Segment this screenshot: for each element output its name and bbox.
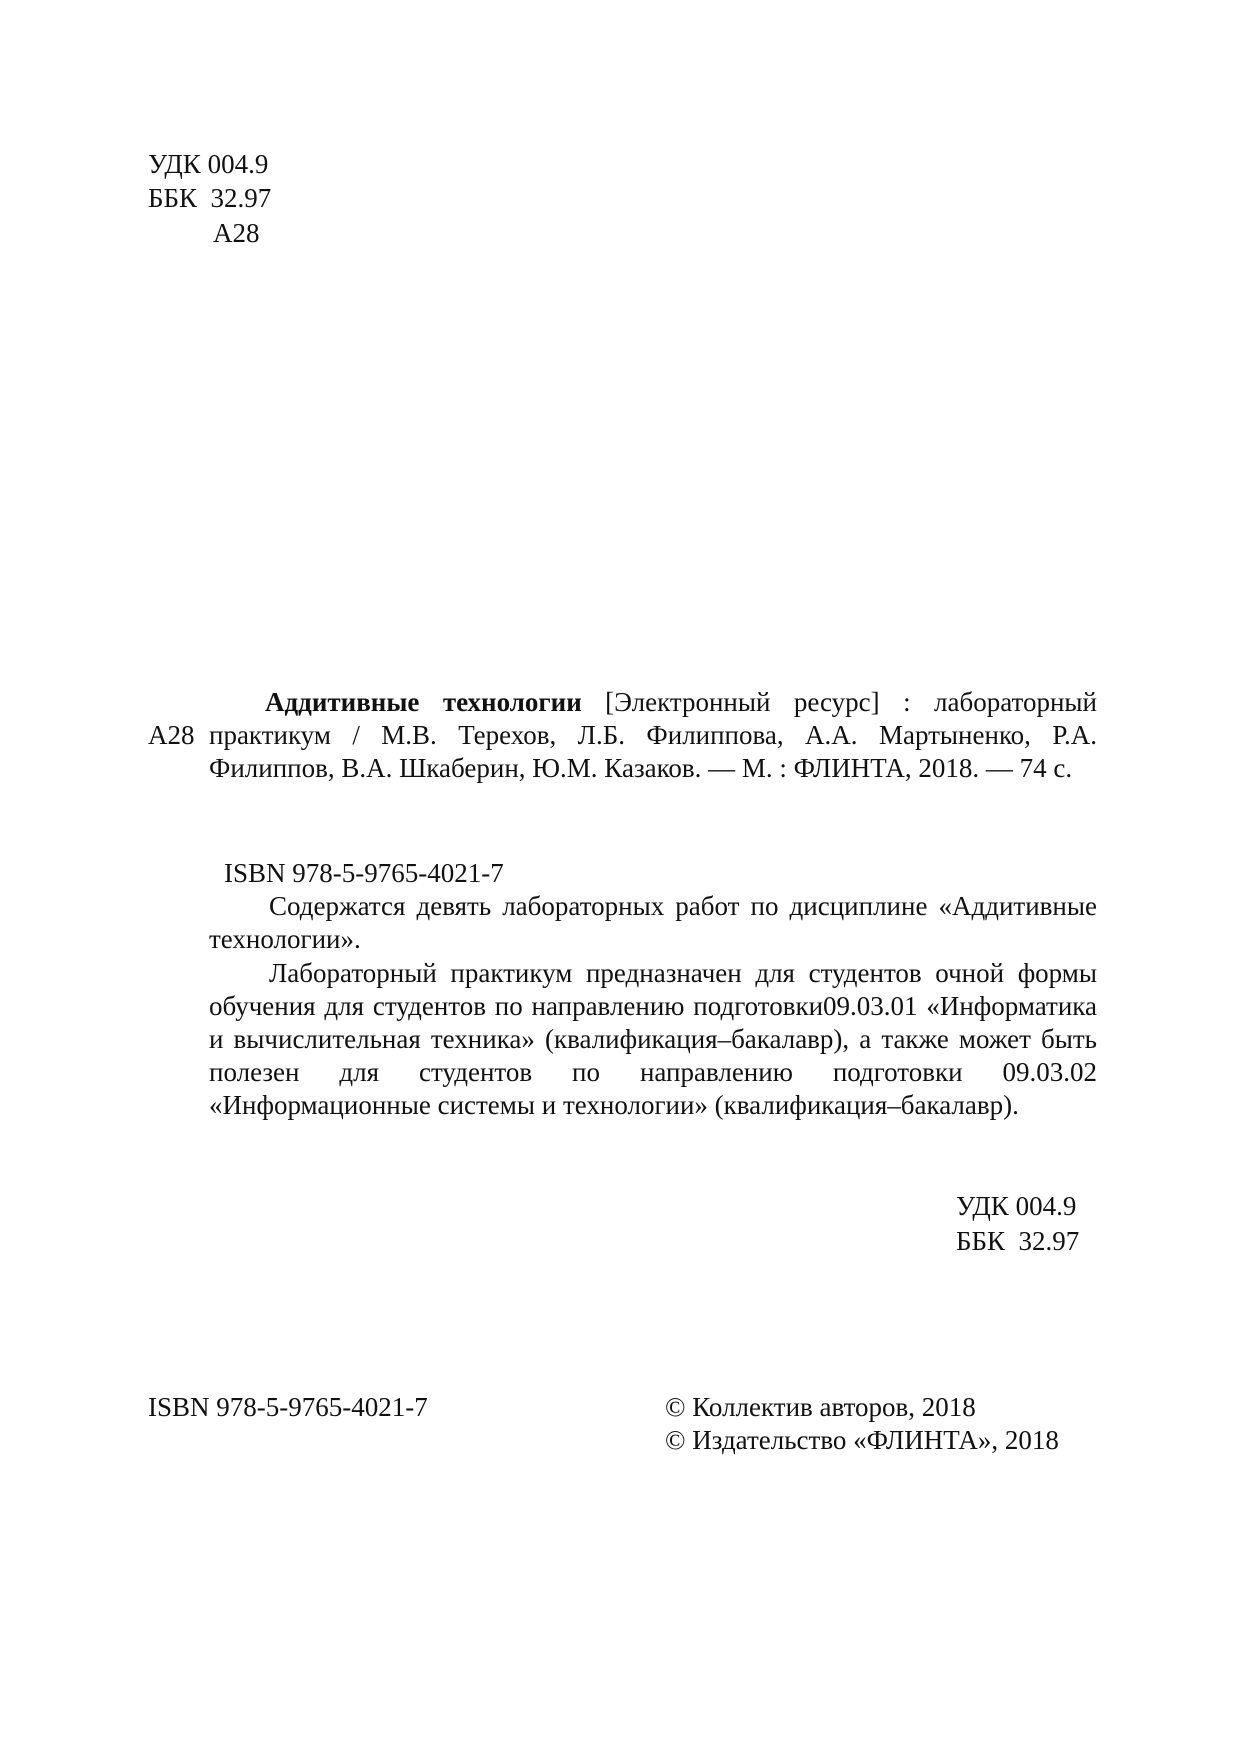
author-code-top: А28 [213, 218, 260, 248]
bbk-code-top: ББК 32.97 [148, 183, 272, 213]
footer-isbn: ISBN 978-5-9765-4021-7 [148, 1392, 428, 1422]
udk-code-bottom: УДК 004.9 [956, 1191, 1077, 1221]
isbn-line: ISBN 978-5-9765-4021-7 [224, 858, 504, 888]
author-code-margin: А28 [148, 720, 195, 750]
bibliographic-details: [Электронный ресурс] : лабораторный практикум / М.В. Терехов, Л.Б. Филиппова, А.А. Мартыненко, Р.А. Филиппов, В.А. Шкаберин, Ю.М. Казаков. — М. : ФЛИНТА, 2018. — 74 с. [209, 687, 1097, 783]
copyright-authors: © Коллектив авторов, 2018 [665, 1392, 976, 1422]
bibliographic-description [209, 686, 1097, 785]
annotation-paragraph-2: Лабораторный практикум предназначен для студентов очной формы обучения для студентов по направлению подготовки09.03.01 «Информатика и вычислительная техника» (квалификация–бакалавр), а также может быть полезен для студентов по направлению подготовки 09.03.02 «Информационные системы и технологии» (квалификация–бакалавр). [209, 958, 1097, 1120]
bbk-code-bottom: ББК 32.97 [956, 1226, 1080, 1256]
copyright-publisher: © Издательство «ФЛИНТА», 2018 [665, 1425, 1059, 1455]
annotation-paragraph-1: Содержатся девять лабораторных работ по дисциплине «Аддитивные технологии». [209, 891, 1097, 954]
book-title: Аддитивные технологии [265, 687, 582, 717]
udk-code-top: УДК 004.9 [148, 149, 269, 179]
